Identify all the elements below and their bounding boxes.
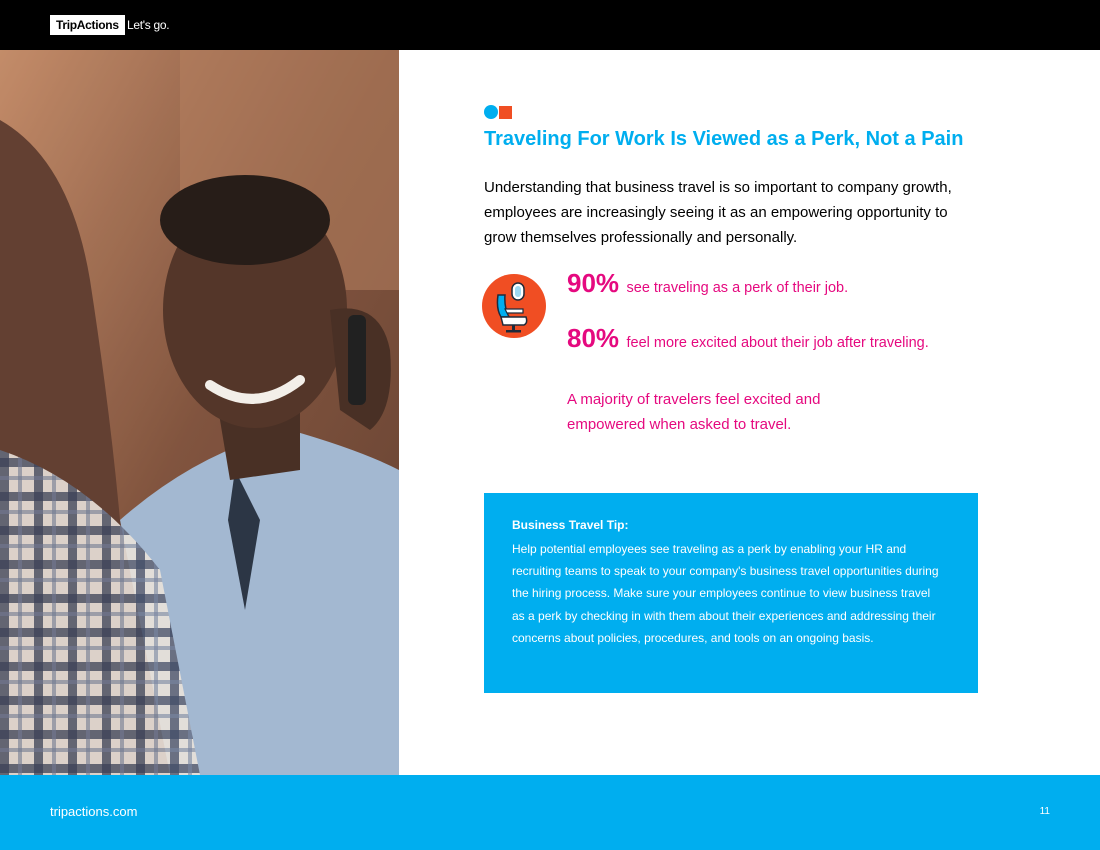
- hero-photo: [0, 50, 399, 775]
- smiling-man-on-phone-photo: [0, 50, 399, 775]
- tip-title: Business Travel Tip:: [512, 518, 629, 532]
- decorative-dots: [484, 105, 514, 119]
- tip-body: Help potential employees see traveling as a perk by enabling your HR and recruiting teams to speak to your company's business travel opportunities during the hiring process. Make sure your employees continue to view business travel as a perk by checking in with them about their experiences and addressing their concerns about policies, procedures, and tools on an ongoing basis.: [512, 542, 939, 645]
- blue-dot-icon: [484, 105, 498, 119]
- page-number: 11: [1039, 806, 1050, 817]
- stat-text: see traveling as a perk of their job.: [626, 280, 849, 296]
- business-travel-tip-box: [484, 493, 978, 693]
- stat-text: feel more excited about their job after traveling.: [626, 335, 929, 351]
- section-headline: Traveling For Work Is Viewed as a Perk, Not a Pain: [484, 128, 964, 150]
- stat-90: [567, 268, 848, 299]
- stat-percent: 90%: [567, 268, 620, 298]
- brand-logo[interactable]: TripActions: [50, 15, 125, 35]
- footer-bar: [0, 775, 1100, 850]
- header-bar: [0, 0, 1100, 50]
- majority-callout: A majority of travelers feel excited and empowered when asked to travel.: [567, 391, 821, 433]
- brand-tagline: Let's go.: [127, 18, 170, 32]
- stat-80: [567, 323, 929, 354]
- footer-url-link[interactable]: tripactions.com: [50, 804, 138, 819]
- stat-percent: 80%: [567, 323, 620, 353]
- airplane-seat-icon: [481, 273, 547, 339]
- orange-square-icon: [499, 106, 512, 119]
- intro-paragraph: Understanding that business travel is so important to company growth, employees are increasingly seeing it as an empowering opportunity to grow themselves professionally and personally.: [484, 179, 952, 246]
